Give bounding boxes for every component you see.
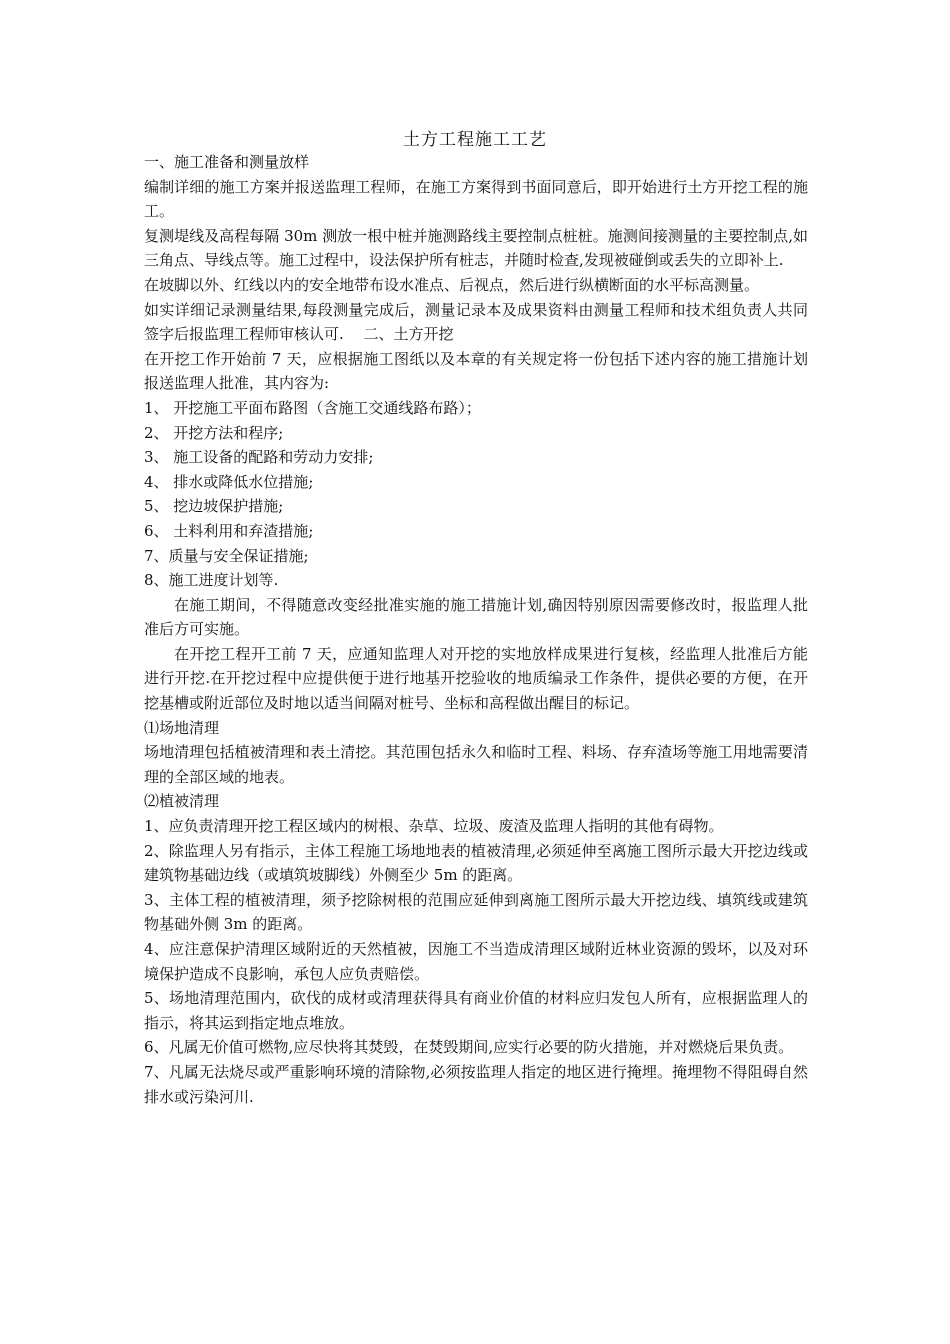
paragraph: 一、施工准备和测量放样 bbox=[144, 153, 310, 171]
paragraph: 6、凡属无价值可燃物,应尽快将其焚毁，在焚毁期间,应实行必要的防火措施，并对燃烧后果负责。 bbox=[144, 1038, 794, 1057]
paragraph: 如实详细记录测量结果,每段测量完成后，测量记录本及成果资料由测量工程师和技术组负责人共同签字后报监理工程师审核认可. 二、土方开挖 bbox=[144, 300, 808, 344]
paragraph: 4、 排水或降低水位措施; bbox=[144, 472, 314, 491]
paragraph: 编制详细的施工方案并报送监理工程师，在施工方案得到书面同意后，即开始进行土方开挖工程的施工。 bbox=[144, 177, 808, 221]
paragraph: 在开挖工作开始前 7 天，应根据施工图纸以及本章的有关规定将一份包括下述内容的施工措施计划报送监理人批准，其内容为: bbox=[144, 349, 808, 393]
document-body bbox=[144, 150, 808, 1109]
paragraph: 4、应注意保护清理区域附近的天然植被，因施工不当造成清理区域附近林业资源的毁坏，以及对环境保护造成不良影响，承包人应负责赔偿。 bbox=[144, 940, 808, 983]
paragraph: 5、场地清理范围内，砍伐的成材或清理获得具有商业价值的材料应归发包人所有，应根据监理人的指示，将其运到指定地点堆放。 bbox=[144, 989, 808, 1032]
paragraph: 1、应负责清理开挖工程区域内的树根、杂草、垃圾、废渣及监理人指明的其他有碍物。 bbox=[144, 817, 724, 836]
paragraph: 5、 挖边坡保护措施; bbox=[144, 497, 284, 516]
paragraph: 复测堤线及高程每隔 30m 测放一根中桩并施测路线主要控制点桩桩。施测间接测量的主要控制点,如三角点、导线点等。施工过程中，设法保护所有桩志，并随时检查,发现被碰倒或丢失的立即补上. bbox=[144, 226, 808, 270]
paragraph: 7、质量与安全保证措施; bbox=[144, 546, 309, 565]
paragraph: 场地清理包括植被清理和表土清挖。其范围包括永久和临时工程、料场、存弃渣场等施工用地需要清理的全部区域的地表。 bbox=[144, 743, 808, 786]
paragraph: 7、凡属无法烧尽或严重影响环境的清除物,必须按监理人指定的地区进行掩埋。掩埋物不得阻碍自然排水或污染河川. bbox=[144, 1062, 808, 1106]
paragraph: ⑵植被清理 bbox=[144, 792, 220, 811]
paragraph: 在开挖工程开工前 7 天，应通知监理人对开挖的实地放样成果进行复核，经监理人批准后方能进行开挖.在开挖过程中应提供便于进行地基开挖验收的地质编录工作条件，提供必要的方便，在开挖基槽或附近部位及时地以适当间隔对桩号、坐标和高程做出醒目的标记。 bbox=[144, 644, 808, 713]
paragraph: 在坡脚以外、红线以内的安全地带布设水准点、后视点，然后进行纵横断面的水平标高测量。 bbox=[144, 275, 760, 294]
paragraph: 3、主体工程的植被清理，须予挖除树根的范围应延伸到离施工图所示最大开挖边线、填筑线或建筑物基础外侧 3m 的距离。 bbox=[144, 890, 808, 934]
paragraph: 8、施工进度计划等. bbox=[144, 571, 279, 590]
document-title: 土方工程施工工艺 bbox=[403, 130, 547, 150]
paragraph: ⑴场地清理 bbox=[144, 718, 220, 737]
paragraph: 3、 施工设备的配路和劳动力安排; bbox=[144, 448, 374, 467]
paragraph: 2、除监理人另有指示，主体工程施工场地地表的植被清理,必须延伸至离施工图所示最大开挖边线或建筑物基础边线（或填筑坡脚线）外侧至少 5m 的距离。 bbox=[144, 841, 808, 885]
paragraph: 在施工期间，不得随意改变经批准实施的施工措施计划,确因特别原因需要修改时，报监理人批准后方可实施。 bbox=[144, 595, 808, 639]
paragraph: 1、 开挖施工平面布路图（含施工交通线路布路）； bbox=[144, 398, 481, 417]
paragraph: 6、 土料利用和弃渣措施; bbox=[144, 521, 314, 540]
paragraph: 2、 开挖方法和程序; bbox=[144, 423, 284, 442]
